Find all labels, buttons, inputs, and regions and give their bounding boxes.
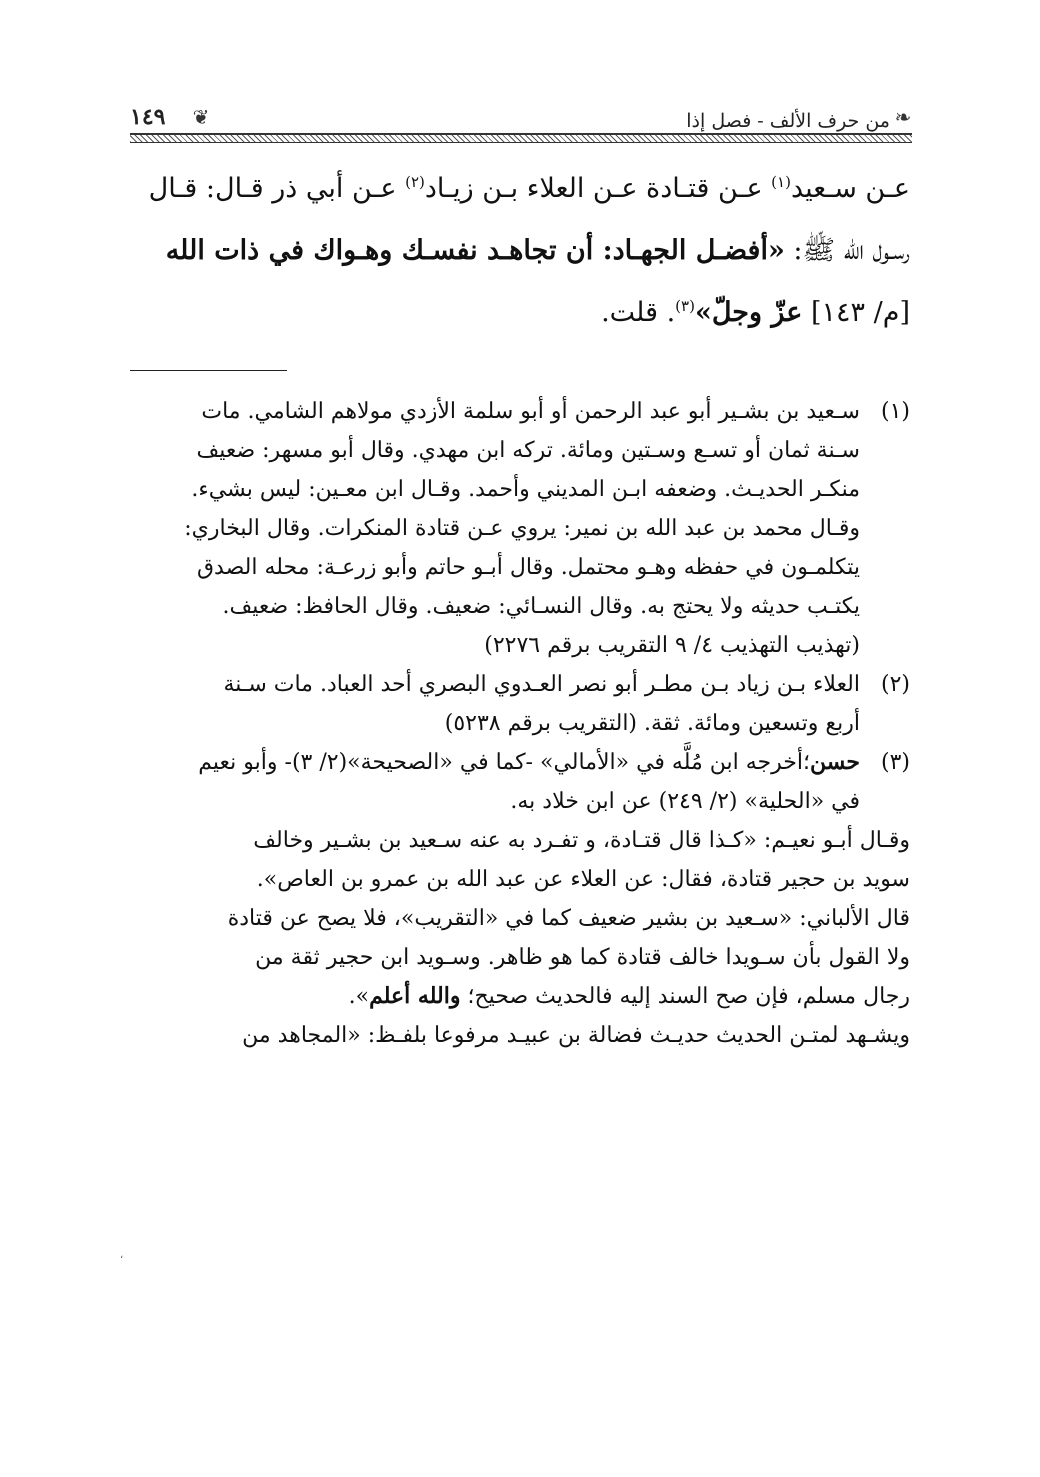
header-ornamental-rule [130,133,912,143]
footnote-3: (٣) حسن؛أخرجه ابن مُلَّه في «الأمالي» -كما في «الصحيحة»(٢/ ٣)- وأبو نعيم في «الحلية» (٢/ ٢٤٩) عن ابن خلاد به. [130,743,910,821]
footnote-separator [130,370,287,371]
footnote-ref-1: (١) [771,173,791,191]
main-line-3: [م/ ١٤٣] عزّ وجلّ»$^{(٣)}$. قلت. [601,297,910,328]
footnote-1: (١) سـعيد بن بشـير أبو عبد الرحمن أو أبو سلمة الأزدي مولاهم الشامي. مات سـنة ثمان أو تسـع وسـتين ومائة. تركه ابن مهدي. وقال أبو مسهر: ضعيف منكـر الحديـث. وضعفه ابـن المديني وأحمد. وقـال ابن معـين: ليس بشيء. وقـال محمد بن عبد الله بن نمير: يروي عـن قتادة المنكرات. وقال البخاري: يتكلمـون في حفظه وهـو محتمل. وقال أبـو حاتم وأبو زرعـة: محله الصدق يكتـب حديثه ولا يحتج به. وقال النسـائي: ضعيف. وقال الحافظ: ضعيف. (تهذيب التهذيب ٤/ ٩ التقريب برقم ٢٢٧٦) [130,392,910,665]
running-header [130,102,912,142]
margin-mark: ، [120,1250,124,1261]
header-ornament-right-icon: ❧ [894,105,912,129]
header-ornament-left-icon: ❦ [192,105,210,129]
page-number: ١٤٩ [130,104,166,130]
footnote-number: (١) [880,399,910,424]
hadith-text: «أفضـل الجهـاد: أن تجاهـد نفسـك وهـواك في ذات الله [165,235,785,266]
main-line-2: رسـول الله ﷺ: «أفضـل الجهـاد: أن تجاهـد نفسـك وهـواك في ذات الله [165,235,910,266]
footnotes [130,392,910,1055]
footnote-ref-2: (٢) [405,173,425,191]
footnote-number: (٣) [880,750,910,775]
footnote-continuation: وقـال أبـو نعيـم: «كـذا قال قتـادة، و تفـرد به عنه سـعيد بن بشـير وخالف سويد بن حجير قتادة، فقال: عن العلاء عن عبد الله بن عمرو بن العاص». قال الألباني: «سـعيد بن بشير ضعيف كما في «التقريب»، فلا يصح عن قتادة ولا القول بأن سـويدا خالف قتادة كما هو ظاهر. وسـويد ابن حجير ثقة من رجال مسلم، فإن صح السند إليه فالحديث صحيح؛ والله أعلم». ويشـهد لمتـن الحديث حديـث فضالة بن عبيـد مرفوعا بلفـظ: «المجاهد من [227,828,910,1048]
header-title: من حرف الألف - فصل إذا [686,110,890,132]
footnote-ref-3: (٣) [675,297,695,315]
main-line-1: عـن سـعيد$^{(١)}$ عـن قتـادة عـن العلاء بـن زيـاد$^{(٢)}$ عـن أبي ذر قـال: قـال [148,173,910,204]
footnote-2: (٢) العلاء بـن زياد بـن مطـر أبو نصر العـدوي البصري أحد العباد. مات سـنة أربع وتسعين ومائة. ثقة. (التقريب برقم ٥٢٣٨) [130,665,910,743]
hadith-text-end: عزّ وجلّ» [694,297,803,328]
main-text [130,158,910,344]
grading: حسن [810,749,860,775]
footnote-number: (٢) [880,672,910,697]
